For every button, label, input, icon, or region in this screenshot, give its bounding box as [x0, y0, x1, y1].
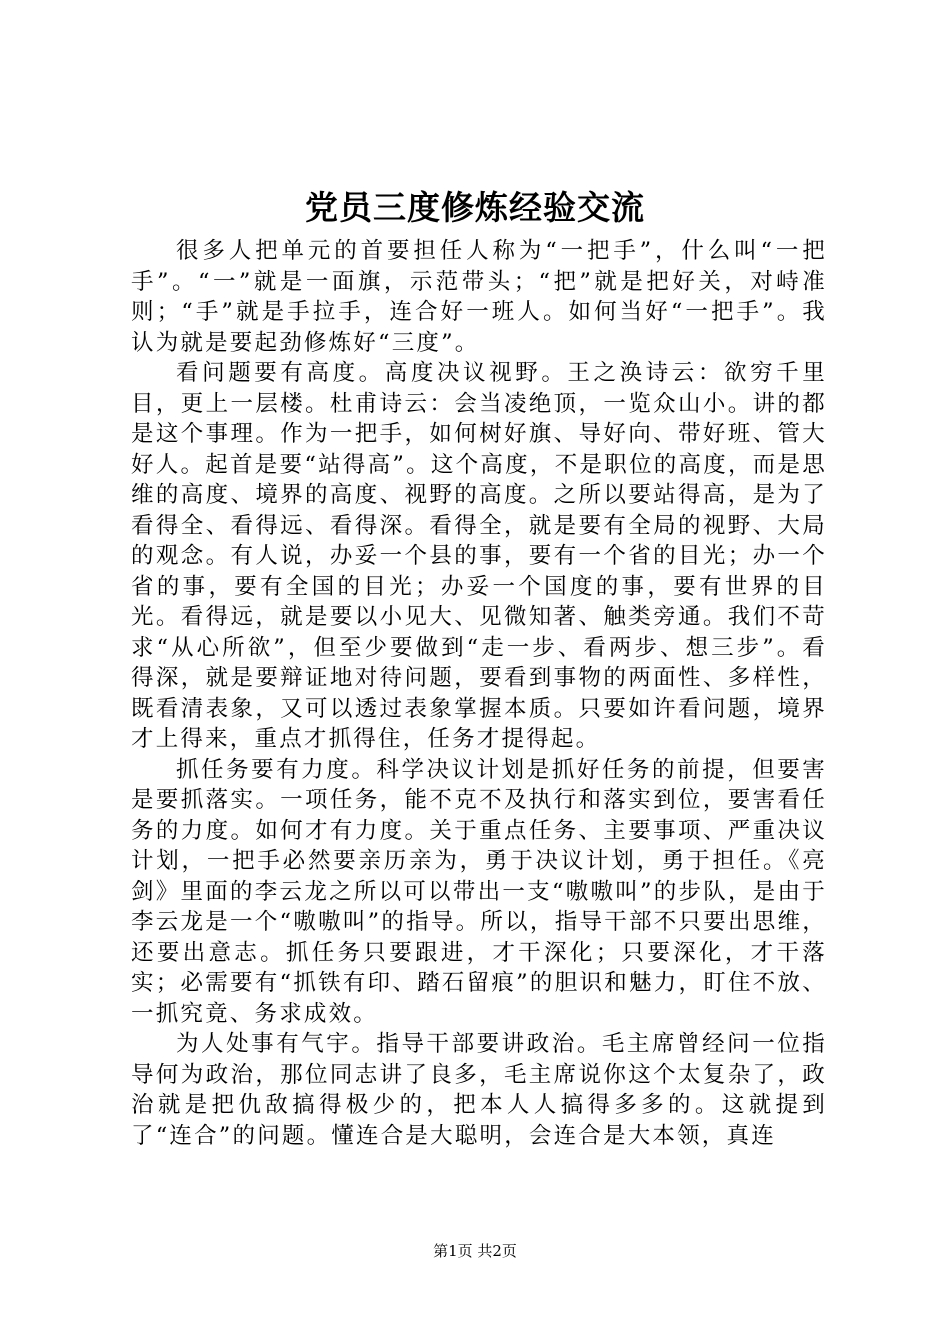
- page-number-footer: 第1页 共2页: [433, 1242, 517, 1260]
- document-title: 党员三度修炼经验交流: [305, 188, 645, 227]
- paragraph: 抓任务要有力度。科学决议计划是抓好任务的前提，但要害是要抓落实。一项任务，能不克不及执行和落实到位，要害看任务的力度。如何才有力度。关于重点任务、主要事项、严重决议计划，一把手必然要亲历亲为，勇于决议计划，勇于担任。《亮剑》里面的李云龙之所以可以带出一支“嗷嗷叫”的步队，是由于李云龙是一个“嗷嗷叫”的指导。所以，指导干部不只要出思维，还要出意志。抓任务只要跟进，才干深化；只要深化，才干落实；必需要有“抓铁有印、踏石留痕”的胆识和魅力，盯住不放、一抓究竟、务求成效。: [131, 756, 827, 1027]
- paragraph: 看问题要有高度。高度决议视野。王之涣诗云：欲穷千里目，更上一层楼。杜甫诗云：会当凌绝顶，一览众山小。讲的都是这个事理。作为一把手，如何树好旗、导好向、带好班、管大好人。起首是要“站得高”。这个高度，不是职位的高度，而是思维的高度、境界的高度、视野的高度。之所以要站得高，是为了看得全、看得远、看得深。看得全，就是要有全局的视野、大局的观念。有人说，办妥一个县的事，要有一个省的目光；办一个省的事，要有全国的目光；办妥一个国度的事，要有世界的目光。看得远，就是要以小见大、见微知著、触类旁通。我们不苛求“从心所欲”，但至少要做到“走一步、看两步、想三步”。看得深，就是要辩证地对待问题，要看到事物的两面性、多样性，既看清表象，又可以透过表象掌握本质。只要如许看问题，境界才上得来，重点才抓得住，任务才提得起。: [131, 360, 827, 752]
- paragraph: 很多人把单元的首要担任人称为“一把手”，什么叫“一把手”。“一”就是一面旗，示范带头；“把”就是把好关，对峙准则；“手”就是手拉手，连合好一班人。如何当好“一把手”。我认为就是要起劲修炼好“三度”。: [131, 238, 827, 356]
- paragraph: 为人处事有气宇。指导干部要讲政治。毛主席曾经问一位指导何为政治，那位同志讲了良多，毛主席说你这个太复杂了，政治就是把仇敌搞得极少的，把本人人搞得多多的。这就提到了“连合”的问题。懂连合是大聪明，会连合是大本领，真连: [131, 1031, 827, 1149]
- document-body: [131, 236, 827, 1151]
